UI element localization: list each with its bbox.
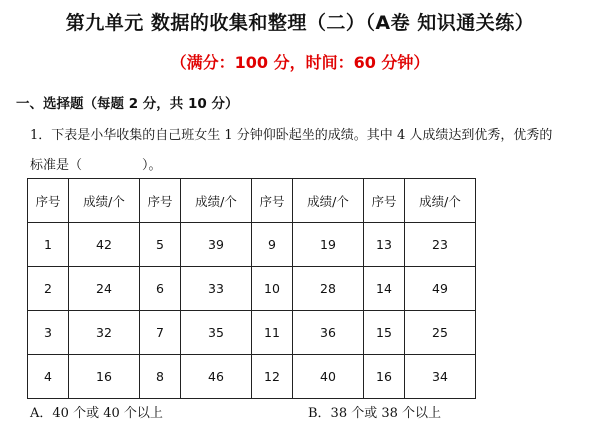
table-cell: 34 [405,355,476,399]
table-cell: 16 [364,355,405,399]
column-header: 成绩/个 [181,179,252,223]
table-cell: 5 [140,223,181,267]
column-header: 序号 [28,179,69,223]
table-cell: 24 [69,267,140,311]
table-cell: 1 [28,223,69,267]
table-cell: 49 [405,267,476,311]
table-cell: 4 [28,355,69,399]
table-row [28,355,476,399]
question-text-line-1: 1．下表是小华收集的自己班女生 1 分钟仰卧起坐的成绩。其中 4 人成绩达到优秀，优秀的 [30,128,553,143]
table-cell: 8 [140,355,181,399]
page-title: 第九单元 数据的收集和整理（二）（A卷 知识通关练） [65,12,535,34]
option-b[interactable]: B．38 个或 38 个以上 [308,406,442,421]
option-a[interactable]: A．40 个或 40 个以上 [30,406,163,421]
table-cell: 42 [69,223,140,267]
table-cell: 46 [181,355,252,399]
column-header: 序号 [252,179,293,223]
section-heading: 一、选择题（每题 2 分，共 10 分） [16,96,239,112]
table-cell: 13 [364,223,405,267]
question-text-after-blank: ）。 [142,158,162,173]
table-cell: 39 [181,223,252,267]
table-cell: 28 [293,267,364,311]
column-header: 成绩/个 [69,179,140,223]
table-row [28,223,476,267]
table-cell: 32 [69,311,140,355]
table-cell: 16 [69,355,140,399]
column-header: 成绩/个 [405,179,476,223]
table-cell: 12 [252,355,293,399]
page-subtitle: （满分：100 分，时间：60 分钟） [170,53,430,72]
question-text-line-2 [30,154,162,173]
scores-table [27,178,476,399]
column-header: 序号 [364,179,405,223]
table-cell: 36 [293,311,364,355]
table-cell: 19 [293,223,364,267]
table-row [28,311,476,355]
question-text-before-blank: 标准是（ [30,158,83,173]
column-header: 序号 [140,179,181,223]
table-cell: 11 [252,311,293,355]
table-cell: 35 [181,311,252,355]
table-cell: 15 [364,311,405,355]
column-header: 成绩/个 [293,179,364,223]
table-cell: 25 [405,311,476,355]
table-row [28,267,476,311]
table-header-row [28,179,476,223]
table-cell: 33 [181,267,252,311]
table-cell: 10 [252,267,293,311]
table-cell: 7 [140,311,181,355]
table-cell: 9 [252,223,293,267]
table-cell: 40 [293,355,364,399]
table-cell: 14 [364,267,405,311]
table-cell: 3 [28,311,69,355]
table-cell: 23 [405,223,476,267]
table-cell: 2 [28,267,69,311]
table-cell: 6 [140,267,181,311]
